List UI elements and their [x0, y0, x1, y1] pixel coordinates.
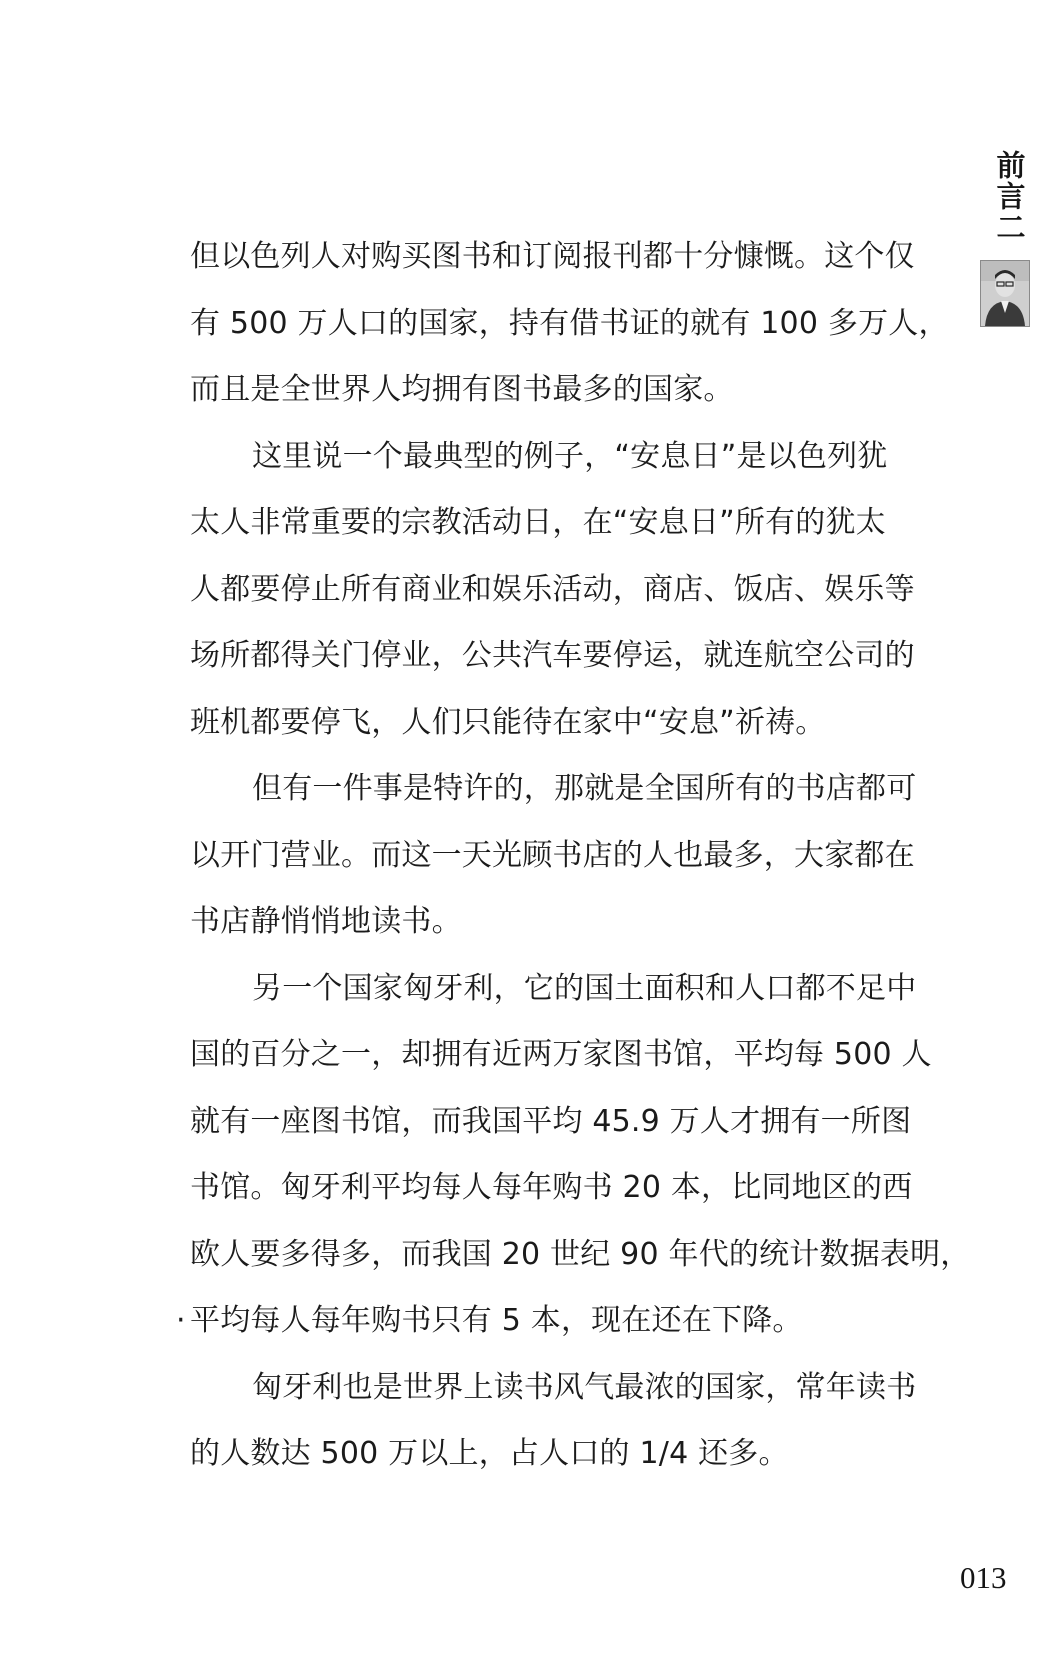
text-line: 但有一件事是特许的，那就是全国所有的书店都可 — [252, 771, 917, 806]
text-line: 国的百分之一，却拥有近两万家图书馆，平均每 500 人 — [190, 1037, 932, 1072]
text-line: 而且是全世界人均拥有图书最多的国家。 — [190, 372, 734, 407]
text-line: 欧人要多得多，而我国 20 世纪 90 年代的统计数据表明， — [190, 1236, 971, 1272]
text-line: 这里说一个最典型的例子，“安息日”是以色列犹 — [252, 438, 888, 474]
text-line: 匈牙利也是世界上读书风气最浓的国家，常年读书 — [252, 1369, 917, 1405]
text-line: 有 500 万人口的国家，持有借书证的就有 100 多万人， — [190, 305, 949, 341]
text-line: 就有一座图书馆，而我国平均 45.9 万人才拥有一所图 — [190, 1103, 912, 1139]
body-text — [190, 224, 971, 1488]
text-line: 太人非常重要的宗教活动日，在“安息日”所有的犹太 — [190, 505, 886, 540]
text-line: 另一个国家匈牙利，它的国土面积和人口都不足中 — [252, 970, 917, 1006]
chapter-title: 前言二 — [992, 150, 1027, 243]
text-line: 场所都得关门停业，公共汽车要停运，就连航空公司的 — [190, 638, 915, 673]
text-line: · 平均每人每年购书只有 5 本，现在还在下降。 — [190, 1288, 880, 1355]
text-line: 以开门营业。而这一天光顾书店的人也最多，大家都在 — [190, 837, 915, 873]
text-line: 班机都要停飞，人们只能待在家中“安息”祈祷。 — [190, 704, 826, 740]
text-line: 书馆。匈牙利平均每人每年购书 20 本，比同地区的西 — [190, 1170, 913, 1205]
text-line: 书店静悄悄地读书。 — [190, 904, 462, 939]
author-portrait — [980, 260, 1030, 327]
page-number: 013 — [960, 1560, 1007, 1595]
chapter-tab — [980, 150, 1040, 243]
text-line: 但以色列人对购买图书和订阅报刊都十分慷慨。这个仅 — [190, 239, 915, 274]
text-line: 的人数达 500 万以上，占人口的 1/4 还多。 — [190, 1436, 789, 1471]
portrait-image — [981, 261, 1029, 326]
text-line: 人都要停止所有商业和娱乐活动，商店、饭店、娱乐等 — [190, 571, 915, 607]
